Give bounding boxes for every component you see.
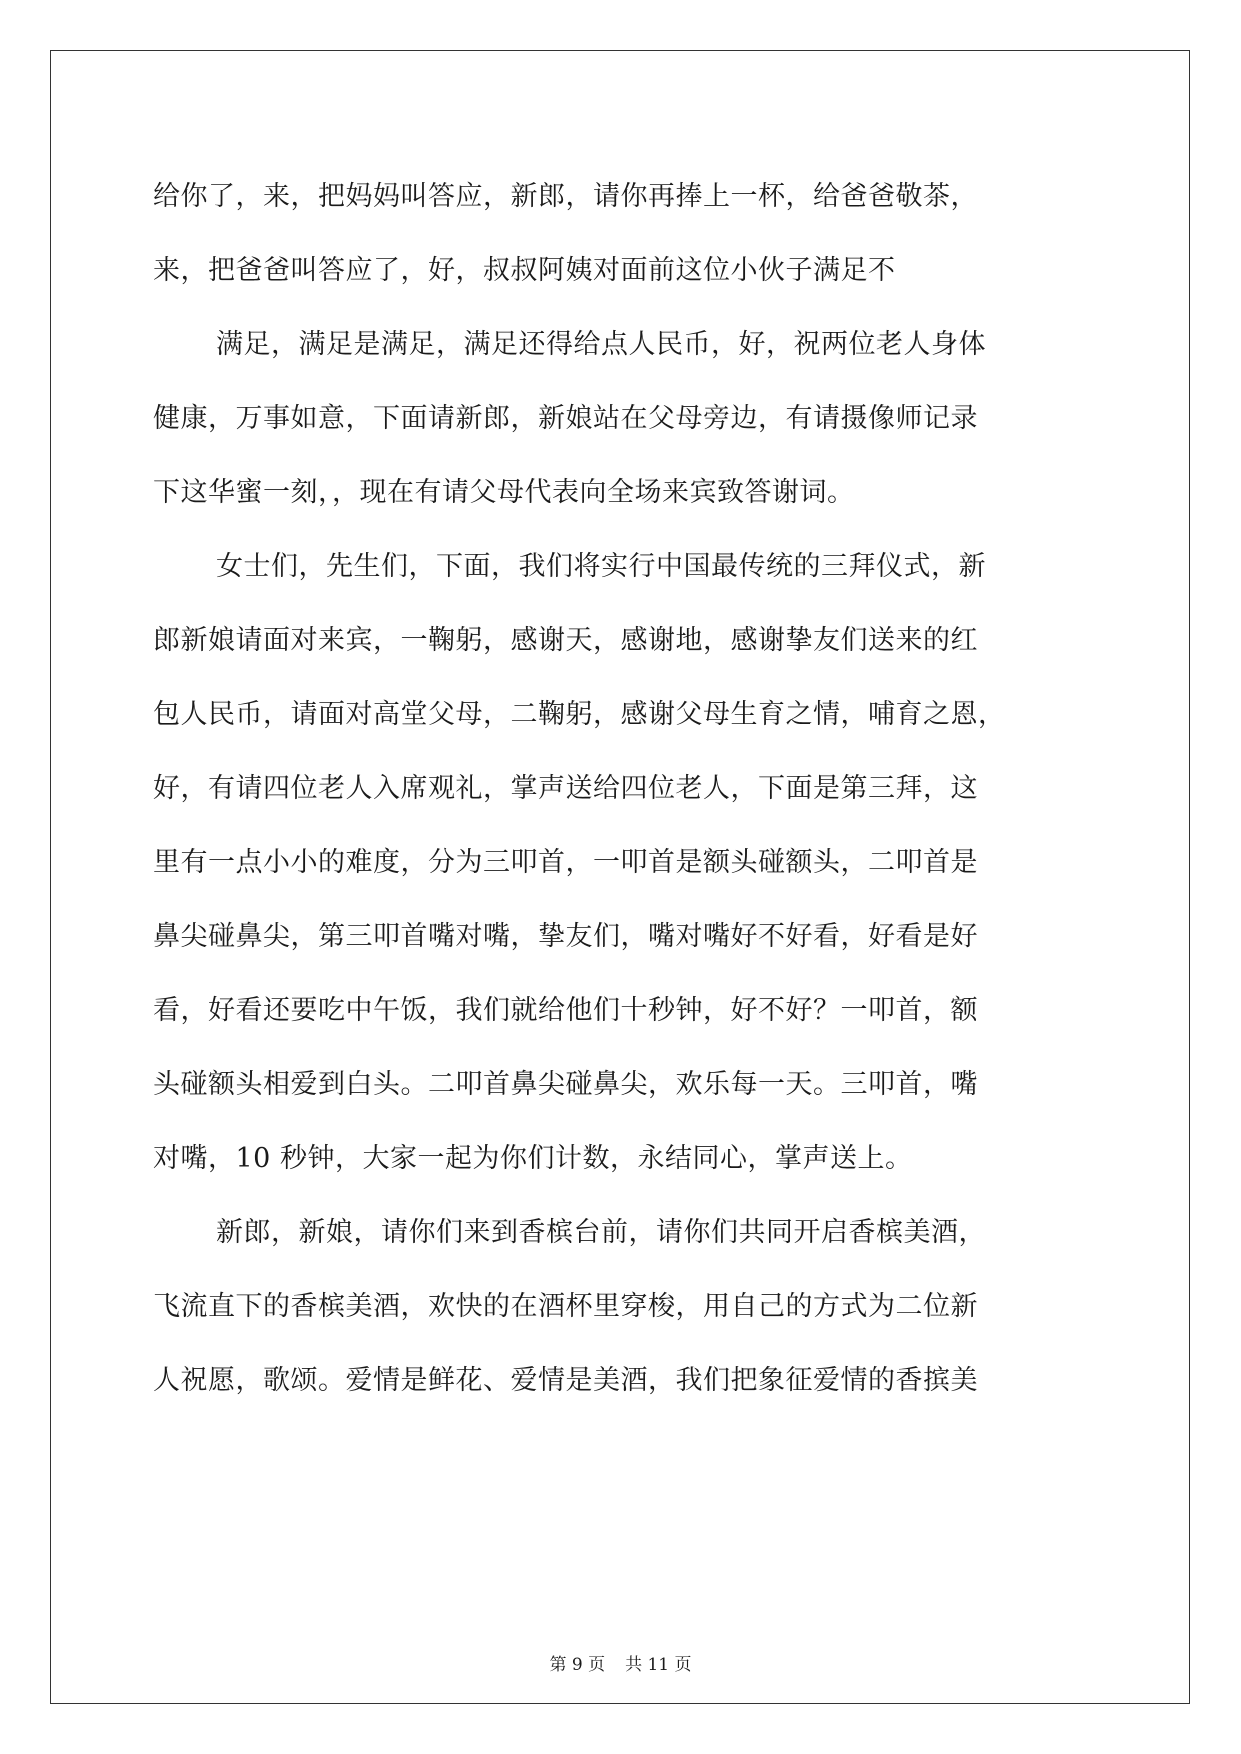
text-line: 头碰额头相爱到白头。二叩首鼻尖碰鼻尖，欢乐每一天。三叩首，嘴 — [153, 1069, 978, 1100]
text-line: 对嘴，10 秒钟，大家一起为你们计数，永结同心，掌声送上。 — [153, 1143, 913, 1174]
page-footer — [0, 1650, 1241, 1680]
text-line: 人祝愿，歌颂。爱情是鲜花、爱情是美酒，我们把象征爱情的香摈美 — [153, 1365, 978, 1396]
text-line: 鼻尖碰鼻尖，第三叩首嘴对嘴，挚友们，嘴对嘴好不好看，好看是好 — [153, 921, 978, 952]
text-line: 满足，满足是满足，满足还得给点人民币，好，祝两位老人身体 — [216, 329, 986, 360]
page-number: 第 9 页 — [549, 1655, 606, 1675]
text-line: 下这华蜜一刻，，现在有请父母代表向全场来宾致答谢词。 — [153, 477, 855, 508]
text-line: 好，有请四位老人入席观礼，掌声送给四位老人，下面是第三拜，这 — [153, 773, 978, 804]
text-line: 女士们，先生们，下面，我们将实行中国最传统的三拜仪式，新 — [216, 551, 986, 582]
text-line: 郎新娘请面对来宾，一鞠躬，感谢天，感谢地，感谢挚友们送来的红 — [153, 625, 978, 656]
document-body — [153, 160, 1094, 1418]
text-line: 飞流直下的香槟美酒，欢快的在酒杯里穿梭，用自己的方式为二位新 — [153, 1291, 978, 1322]
page-total: 共 11 页 — [625, 1655, 692, 1675]
text-line: 看，好看还要吃中午饭，我们就给他们十秒钟，好不好？一叩首，额 — [153, 995, 978, 1026]
text-line: 健康，万事如意，下面请新郎，新娘站在父母旁边，有请摄像师记录 — [153, 403, 978, 434]
text-line: 给你了，来，把妈妈叫答应，新郎，请你再捧上一杯，给爸爸敬茶， — [153, 181, 978, 212]
text-line: 包人民币，请面对高堂父母，二鞠躬，感谢父母生育之情，哺育之恩， — [153, 699, 1006, 730]
text-line: 里有一点小小的难度，分为三叩首，一叩首是额头碰额头，二叩首是 — [153, 847, 978, 878]
text-line: 新郎，新娘，请你们来到香槟台前，请你们共同开启香槟美酒， — [216, 1217, 986, 1248]
text-line: 来，把爸爸叫答应了，好，叔叔阿姨对面前这位小伙子满足不 — [153, 255, 896, 286]
